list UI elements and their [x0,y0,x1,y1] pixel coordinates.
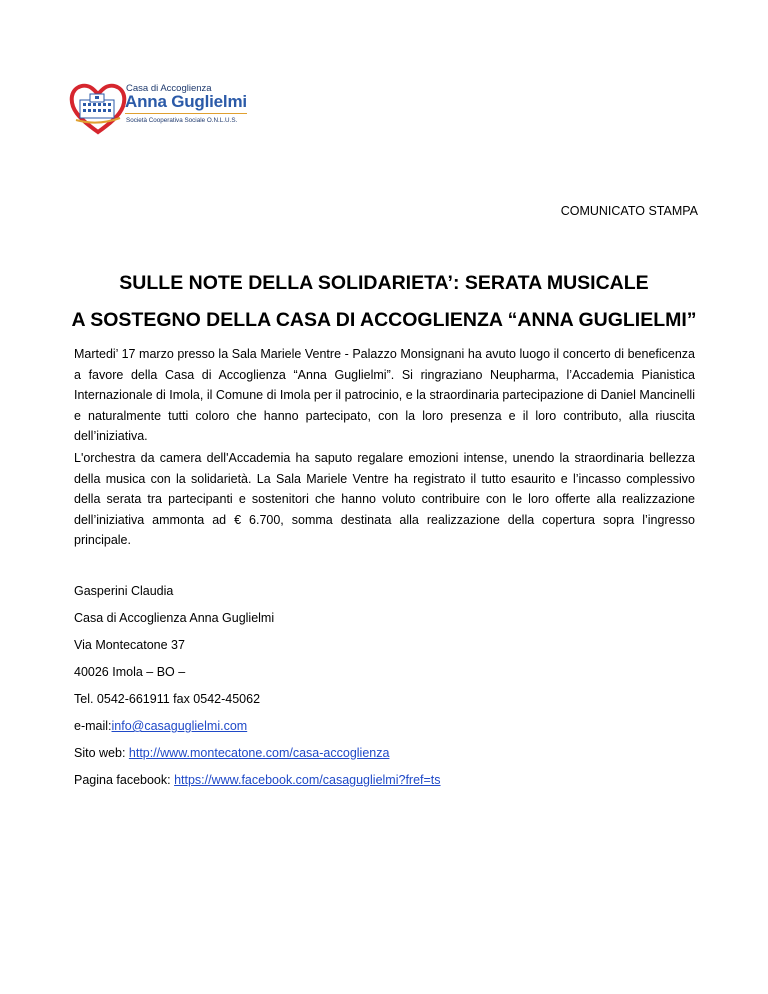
website-link[interactable]: http://www.montecatone.com/casa-accoglienza [128,746,390,760]
facebook-line [74,773,441,787]
website-line [74,746,389,760]
phone-fax: Tel. 0542-661911 fax 0542-45062 [74,692,261,706]
email-label: e-mail: [74,719,112,733]
body-paragraph-1: Martedi’ 17 marzo presso la Sala Mariele Ventre - Palazzo Monsignani ha avuto luogo il concerto di beneficenza a favore della Casa di Accoglienza “Anna Guglielmi”. Si ringraziano Neupharma, l’Accademia Pianistica Internazionale di Imola, il Comune di Imola per il patrocinio, e la straordinaria partecipazione di Daniel Mancinelli e naturalmente tutti coloro che hanno partecipato, con la loro presenza e il loro contributo, alla riuscita dell’iniziativa. [74,347,695,443]
signatory-organization: Casa di Accoglienza Anna Guglielmi [74,611,275,625]
headline-line-1: SULLE NOTE DELLA SOLIDARIETA’: SERATA MUSICALE [119,272,649,294]
address-city: 40026 Imola – BO – [74,665,186,679]
logo-name: Anna Guglielmi [125,92,247,111]
logo-subtitle: Casa di Accoglienza [126,83,212,94]
website-label: Sito web: [74,746,129,760]
logo-tagline: Società Cooperativa Sociale O.N.L.U.S. [126,117,238,124]
body-paragraph-2: L'orchestra da camera dell'Accademia ha saputo regalare emozioni intense, unendo la straordinaria bellezza della musica con la solidarietà. La Sala Mariele Ventre ha registrato il tutto esaurito e l’incasso complessivo della serata tra partecipanti e sostenitori che hanno voluto contribuire con le loro offerte alla realizzazione dell’iniziativa ammonta ad € 6.700, somma destinata alla realizzazione della copertura sopra l’ingresso principale. [74,451,695,547]
address-street: Via Montecatone 37 [74,638,185,652]
heart-building-icon [68,80,128,136]
facebook-link[interactable]: https://www.facebook.com/casaguglielmi?fref=ts [174,773,441,787]
headline-line-2: A SOSTEGNO DELLA CASA DI ACCOGLIENZA “ANNA GUGLIELMI” [71,309,697,331]
organization-logo [68,80,258,136]
email-line [74,719,247,733]
logo-divider [125,113,247,114]
email-link[interactable]: info@casaguglielmi.com [111,719,248,733]
press-release-label: COMUNICATO STAMPA [560,204,698,218]
facebook-label: Pagina facebook: [74,773,175,787]
signatory-name: Gasperini Claudia [74,584,174,598]
